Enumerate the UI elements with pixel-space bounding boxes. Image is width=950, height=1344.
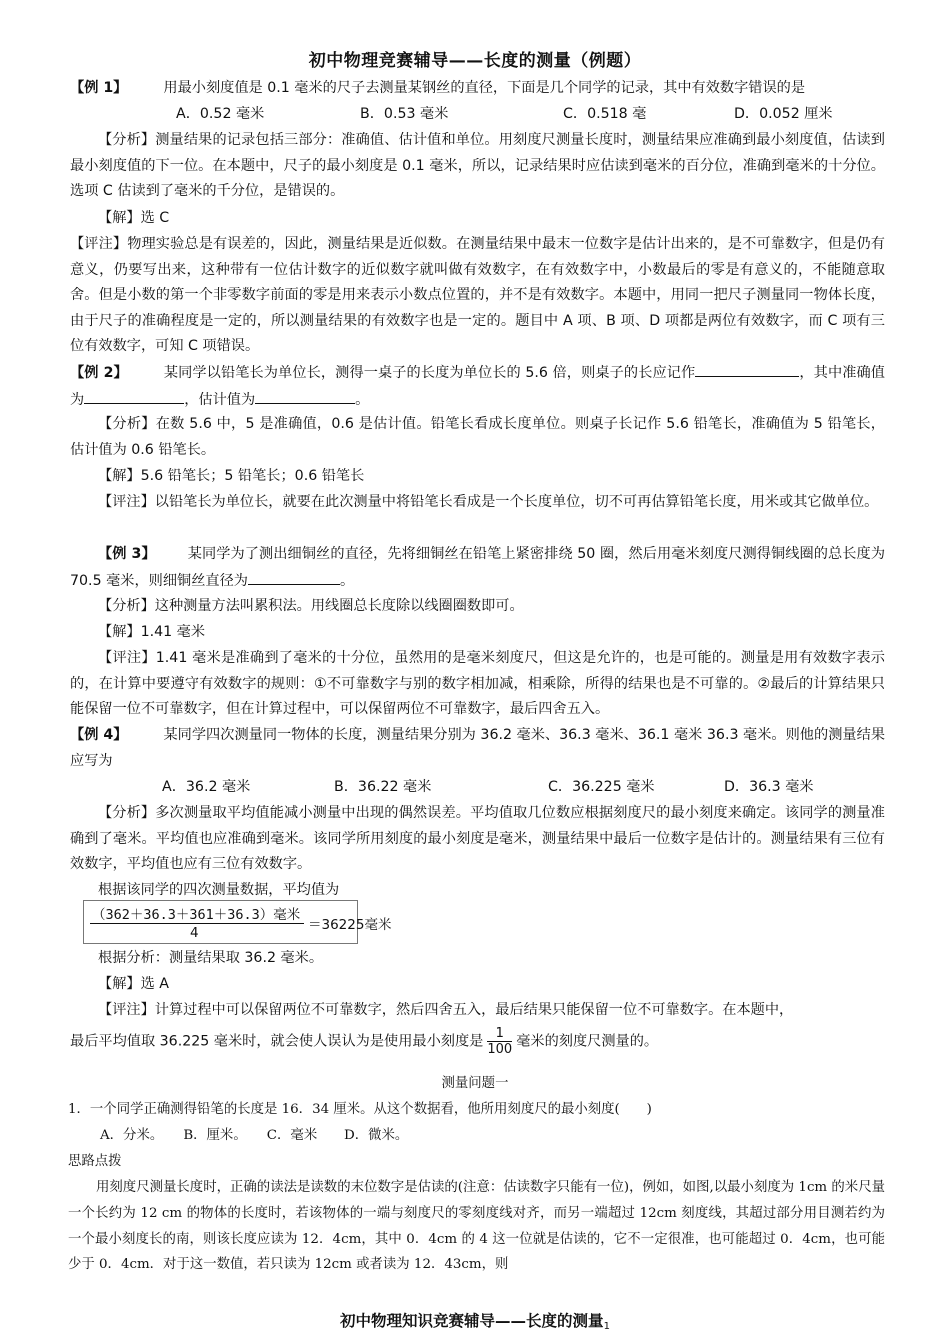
example-4-option-b: B．36.22 毫米	[334, 779, 432, 795]
example-4-comment-2a: 最后平均值取 36.225 毫米时，就会使人误认为是使用最小刻度是	[70, 1033, 484, 1050]
example-1-option-d: D．0.052 厘米	[734, 106, 833, 122]
page-number: 1	[603, 1321, 610, 1332]
formula-result: ＝36225毫米	[308, 917, 392, 933]
example-4-average-intro: 根据该同学的四次测量数据，平均值为	[98, 882, 340, 898]
example-3-text-2: 。	[339, 572, 355, 589]
fraction-one-hundredth	[487, 1026, 512, 1057]
example-3-text-1: 某同学为了测出细铜丝的直径，先将细铜丝在铅笔上紧密排绕 50 圈，然后用毫米刻度尺测得铜线圈的总长度为 70.5 毫米，则细铜丝直径为	[70, 546, 886, 589]
example-3-solution: 【解】1.41 毫米	[98, 624, 206, 640]
example-4-comment-1: 【评注】计算过程中可以保留两位不可靠数字，然后四舍五入，最后结果只能保留一位不可靠数字。在本题中，	[98, 1002, 794, 1018]
example-2-question	[70, 360, 885, 413]
example-2-label: 【例 2】	[70, 365, 128, 381]
example-1-comment: 【评注】物理实验总是有误差的，因此，测量结果是近似数。在测量结果中最末一位数字是估计出来的，是不可靠数字，但是仍有意义，仍要写出来，这种带有一位估计数字的近似数字就叫做有效数字，在有效数字中，小数最后的零是有意义的，不能随意取舍。但是小数的第一个非零数字前面的零是用来表示小数点位置的，并不是有效数字。本题中，用同一把尺子测量同一物体长度，由于尺子的准确程度是一定的，所以测量结果的有效数字也是一定的。题目中 A 项、B 项、D 项都是两位有效数字，而 C 项有三位有效数字，可知 C 项错误。	[70, 236, 885, 355]
page-title: 初中物理竞赛辅导——长度的测量（例题）	[308, 51, 642, 71]
formula-numerator: （362＋36.3＋361＋36.3）毫米	[92, 907, 301, 923]
example-4-comment-2	[70, 1026, 885, 1057]
example-2-blank-1	[695, 360, 799, 377]
section-heading: 测量问题一	[441, 1076, 509, 1091]
example-3-label: 【例 3】	[98, 546, 156, 562]
example-4-option-c: C．36.225 毫米	[548, 779, 655, 795]
example-2-solution: 【解】5.6 铅笔长；5 铅笔长；0.6 铅笔长	[98, 468, 365, 484]
question-1: 1．一个同学正确测得铅笔的长度是 16．34 厘米。从这个数据看，他所用刻度尺的最小刻度( )	[68, 1102, 652, 1117]
example-4-label: 【例 4】	[70, 727, 128, 743]
page-footer	[0, 1309, 950, 1331]
example-1-label: 【例 1】	[70, 80, 128, 96]
example-2-text-3: ，估计值为	[184, 391, 256, 408]
example-4-text: 某同学四次测量同一物体的长度，测量结果分别为 36.2 毫米、36.3 毫米、36.1 毫米 36.3 毫米。则他的测量结果应写为	[70, 727, 886, 769]
example-3-analysis: 【分析】这种测量方法叫累积法。用线圈总长度除以线圈圈数即可。	[98, 598, 524, 614]
hint-label: 思路点拨	[68, 1154, 122, 1169]
footer-text: 初中物理知识竞赛辅导——长度的测量	[340, 1312, 604, 1330]
example-2-text-2: ，其中准确值为	[70, 365, 885, 408]
example-2-analysis: 【分析】在数 5.6 中，5 是准确值，0.6 是估计值。铅笔长看成长度单位。则桌子长记作 5.6 铅笔长，准确值为 5 铅笔长，估计值为 0.6 铅笔长。	[70, 416, 885, 458]
example-1-solution: 【解】选 C	[98, 210, 170, 226]
example-4-options	[0, 775, 950, 801]
question-1-options: A．分米。 B．厘米。 C．毫米 D．微米。	[100, 1128, 409, 1143]
example-2-blank-2	[84, 387, 184, 404]
example-1-question	[70, 76, 885, 102]
example-4-question	[70, 723, 885, 774]
example-2-text-4: 。	[355, 391, 370, 408]
example-1-options	[0, 102, 950, 128]
example-4-conclusion: 根据分析：测量结果取 36.2 毫米。	[98, 950, 324, 966]
example-1-analysis: 【分析】测量结果的记录包括三部分：准确值、估计值和单位。用刻度尺测量长度时，测量结果应准确到最小刻度值，估读到最小刻度值的下一位。在本题中，尺子的最小刻度是 0.1 毫米，所以，记录结果时应估读到毫米的百分位，准确到毫米的十分位。选项 C 估读到了毫米的千分位，是错误的。	[70, 132, 885, 200]
example-3-comment: 【评注】1.41 毫米是准确到了毫米的十分位，虽然用的是毫米刻度尺，但这是允许的，也是可能的。测量是用有效数字表示的，在计算中要遵守有效数字的规则：①不可靠数字与别的数字相加减，相乘除，所得的结果也是不可靠的。②最后的计算结果只能保留一位不可靠数字，但在计算过程中，可以保留两位不可靠数字，最后四舍五入。	[70, 650, 885, 718]
example-2-blank-3	[255, 387, 355, 404]
example-1-option-b: B．0.53 毫米	[360, 106, 449, 122]
example-3-question	[70, 542, 885, 594]
example-1-text: 用最小刻度值是 0.1 毫米的尺子去测量某钢丝的直径，下面是几个同学的记录，其中有效数字错误的是	[163, 80, 806, 96]
example-4-solution: 【解】选 A	[98, 976, 169, 992]
example-2-comment: 【评注】以铅笔长为单位长，就要在此次测量中将铅笔长看成是一个长度单位，切不可再估算铅笔长度，用米或其它做单位。	[98, 494, 879, 510]
example-1-option-c: C．0.518 毫	[563, 106, 647, 122]
fraction-denominator: 100	[487, 1042, 513, 1057]
example-3-blank	[248, 568, 340, 585]
example-4-option-a: A．36.2 毫米	[162, 779, 251, 795]
average-formula-image	[83, 900, 392, 944]
fraction-numerator: 1	[487, 1026, 512, 1042]
example-4-comment-2b: 毫米的刻度尺测量的。	[516, 1033, 659, 1050]
formula-denominator: 4	[190, 925, 199, 941]
example-2-text-1: 某同学以铅笔长为单位长，测得一桌子的长度为单位长的 5.6 倍，则桌子的长应记作	[163, 365, 696, 381]
formula-fraction-line	[90, 923, 304, 924]
example-4-option-d: D．36.3 毫米	[724, 779, 814, 795]
example-1-option-a: A．0.52 毫米	[176, 106, 265, 122]
example-4-analysis: 【分析】多次测量取平均值能减小测量中出现的偶然误差。平均值取几位数应根据刻度尺的最小刻度来确定。该同学的测量准确到了毫米。平均值也应准确到毫米。该同学所用刻度的最小刻度是毫米，测量结果中最后一位数字是估计的。测量结果有三位有效数字，平均值也应有三位有效数字。	[70, 805, 885, 873]
hint-text: 用刻度尺测量长度时，正确的读法是读数的末位数字是估读的(注意：估读数字只能有一位)，例如，如图,以最小刻度为 1cm 的米尺量一个长约为 12 cm 的物体的长度时，若该物体的一端与刻度尺的零刻度线对齐，而另一端超过 12cm 刻度线，其超过部分用目测若约为一个最小刻度长的南，则该长度应读为 12．4cm，其中 0．4cm 的 4 这一位就是估读的，它不一定很准，也可能超过 0．4cm，也可能少于 0．4cm．对于这一数值，若只读为 12cm 或者读为 12．43cm，则	[68, 1180, 885, 1273]
